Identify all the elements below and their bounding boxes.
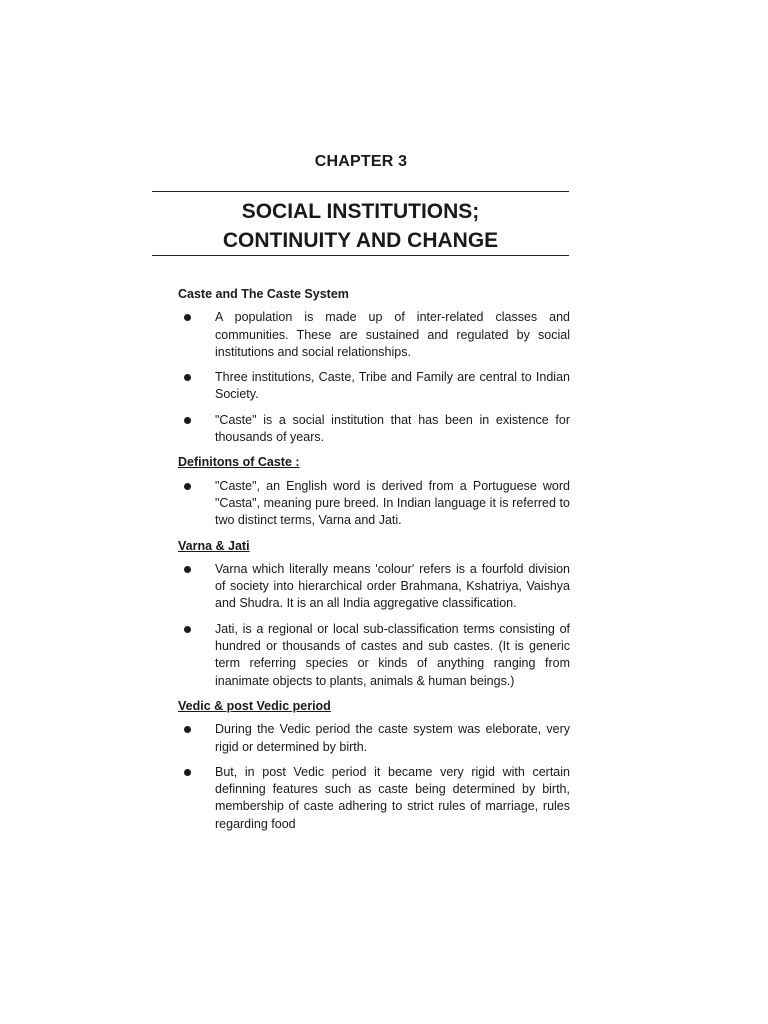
bullet-text: But, in post Vedic period it became very rigid with certain definning features such as caste being determined by birth, membership of caste adhering to strict rules of marriage, rules regarding food [215, 764, 570, 831]
bullet-icon [184, 626, 191, 633]
list-item [178, 412, 570, 447]
bullet-icon [184, 769, 191, 776]
list-item [178, 721, 570, 756]
chapter-title-line-2: CONTINUITY AND CHANGE [222, 229, 499, 252]
list-item [178, 478, 570, 530]
section-heading-caste-system: Caste and The Caste System [178, 287, 349, 301]
bullet-text: Varna which literally means 'colour' refers is a fourfold division of society into hierarchical order Brahmana, Kshatriya, Vaishya and Shudra. It is an all India aggregative classification. [215, 561, 570, 611]
bullet-icon [184, 314, 191, 321]
title-top-rule [152, 191, 569, 192]
bullet-list-definitions [178, 478, 570, 530]
bullet-text: A population is made up of inter-related classes and communities. These are sustained and regulated by social institutions and social relationships. [215, 310, 570, 359]
list-item [178, 369, 570, 404]
bullet-text: Three institutions, Caste, Tribe and Family are central to Indian Society. [215, 370, 570, 402]
list-item [178, 309, 570, 361]
chapter-label: CHAPTER 3 [314, 153, 408, 170]
bullet-text: During the Vedic period the caste system was eleborate, very rigid or determined by birth. [215, 722, 570, 754]
bullet-icon [184, 417, 191, 424]
chapter-body [178, 286, 570, 841]
chapter-title-line-1: SOCIAL INSTITUTIONS; [241, 200, 480, 223]
list-item [178, 621, 570, 690]
bullet-list-caste-system [178, 309, 570, 446]
list-item [178, 561, 570, 613]
section-heading-vedic-period: Vedic & post Vedic period [178, 698, 331, 713]
bullet-icon [184, 726, 191, 733]
section-heading-varna-jati: Varna & Jati [178, 538, 250, 553]
section-heading-definitions: Definitons of Caste : [178, 455, 300, 470]
bullet-list-vedic-period [178, 721, 570, 833]
bullet-icon [184, 374, 191, 381]
bullet-icon [184, 566, 191, 573]
list-item [178, 764, 570, 833]
bullet-icon [184, 483, 191, 490]
bullet-text: Jati, is a regional or local sub-classification terms consisting of hundred or thousands of castes and sub castes. (It is generic term referring species or kinds of anything ranging from inanimate objects to plants, animals & human beings.) [215, 621, 570, 688]
bullet-list-varna-jati [178, 561, 570, 690]
chapter-title [152, 197, 569, 255]
title-bottom-rule [152, 255, 569, 256]
bullet-text: "Caste", an English word is derived from a Portuguese word "Casta", meaning pure breed. In Indian language it is referred to two distinct terms, Varna and Jati. [215, 478, 570, 528]
bullet-text: "Caste" is a social institution that has been in existence for thousands of years. [215, 412, 570, 445]
